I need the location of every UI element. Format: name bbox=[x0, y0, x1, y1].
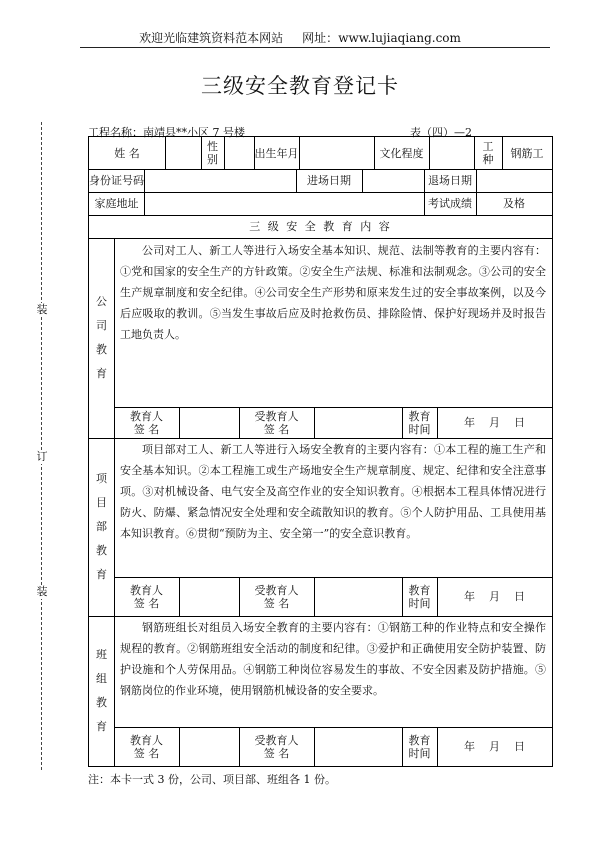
date-field: 年 月 日 bbox=[464, 590, 525, 603]
educatee-sign-label: 受教育人 签 名 bbox=[254, 409, 299, 436]
education-time-label: 教育 时间 bbox=[408, 409, 431, 436]
page-title: 三级安全教育登记卡 bbox=[201, 74, 399, 98]
educatee-sign-label: 受教育人 签 名 bbox=[254, 733, 299, 760]
site-name: 欢迎光临建筑资料范本网站 bbox=[139, 31, 284, 45]
trade-value: 钢筋工 bbox=[510, 146, 544, 160]
address-label: 家庭地址 bbox=[94, 197, 139, 210]
header-rule bbox=[80, 47, 550, 48]
binding-mark: 装 bbox=[36, 585, 48, 598]
educatee-sign-label: 受教育人 签 名 bbox=[254, 583, 299, 610]
registration-table bbox=[88, 136, 553, 767]
birth-label: 出生年月 bbox=[254, 146, 299, 160]
educator-sign-label: 教育人 签 名 bbox=[130, 583, 163, 610]
team-education-content: 钢筋班组长对组员入场安全教育的主要内容有：①钢筋工种的作业特点和安全操作规程的教育。②钢筋班组安全活动的制度和纪律。③爱护和正确使用安全防护装置、防护设施和个人劳保用品。④钢筋工种岗位容易发生的事故、不安全因素及防护措施。⑤钢筋岗位的作业环境，使用钢筋机械设备的安全要求。 bbox=[120, 621, 546, 697]
id-number-label: 身份证号码 bbox=[89, 174, 144, 187]
site-header bbox=[0, 29, 600, 46]
section-header: 三 级 安 全 教 育 内 容 bbox=[249, 220, 392, 233]
educator-sign-label: 教育人 签 名 bbox=[130, 409, 163, 436]
name-label: 姓 名 bbox=[114, 146, 140, 160]
site-url[interactable]: www.lujiaqiang.com bbox=[338, 31, 461, 45]
education-label: 文化程度 bbox=[379, 146, 424, 160]
education-time-label: 教育 时间 bbox=[408, 583, 431, 610]
project-label: 工程名称： bbox=[88, 126, 143, 139]
binding-mark: 装 bbox=[36, 303, 48, 316]
gender-label: 性 别 bbox=[207, 140, 218, 166]
trade-label: 工 种 bbox=[482, 140, 494, 166]
education-time-label: 教育 时间 bbox=[408, 733, 431, 760]
exam-label: 考试成绩 bbox=[428, 197, 472, 210]
team-education-title: 班 组 教 育 bbox=[96, 648, 107, 733]
project-name: 南靖县**小区 7 号楼 bbox=[143, 126, 245, 139]
date-field: 年 月 日 bbox=[464, 416, 525, 429]
binding-line bbox=[41, 122, 42, 770]
exam-value: 及格 bbox=[503, 197, 525, 210]
educator-sign-label: 教育人 签 名 bbox=[130, 733, 163, 760]
company-education-title: 公 司 教 育 bbox=[96, 295, 107, 380]
url-label: 网址： bbox=[302, 31, 339, 45]
project-education-title: 项 目 部 教 育 bbox=[96, 472, 107, 581]
date-field: 年 月 日 bbox=[464, 740, 525, 753]
exit-date-label: 退场日期 bbox=[428, 174, 472, 187]
company-education-content: 公司对工人、新工人等进行入场安全基本知识、规范、法制等教育的主要内容有：①党和国家的安全生产的方针政策。②安全生产法规、标准和法制观念。③公司的安全生产规章制度和安全纪律。④公司安全生产形势和原来发生过的安全事故案例，以及今后应吸取的教训。⑤当发生事故后应及时抢救伤员、排除险情、保护好现场并及时报告工地负责人。 bbox=[120, 244, 546, 341]
entry-date-label: 进场日期 bbox=[307, 174, 351, 187]
binding-mark: 订 bbox=[36, 450, 48, 463]
project-education-content: 项目部对工人、新工人等进行入场安全教育的主要内容有：①本工程的施工生产和安全基本知识。②本工程施工或生产场地安全生产规章制度、规定、纪律和安全注意事项。③对机械设备、电气安全及高空作业的安全知识教育。④根据本工程具体情况进行防火、防爆、紧急情况安全处理和安全疏散知识的教育。⑤个人防护用品、工具使用基本知识教育。⑥贯彻“预防为主、安全第一”的安全意识教育。 bbox=[120, 443, 546, 540]
form-number: 表（四）—2 bbox=[410, 126, 472, 139]
footnote: 注：本卡一式 3 份，公司、项目部、班组各 1 份。 bbox=[88, 773, 336, 786]
